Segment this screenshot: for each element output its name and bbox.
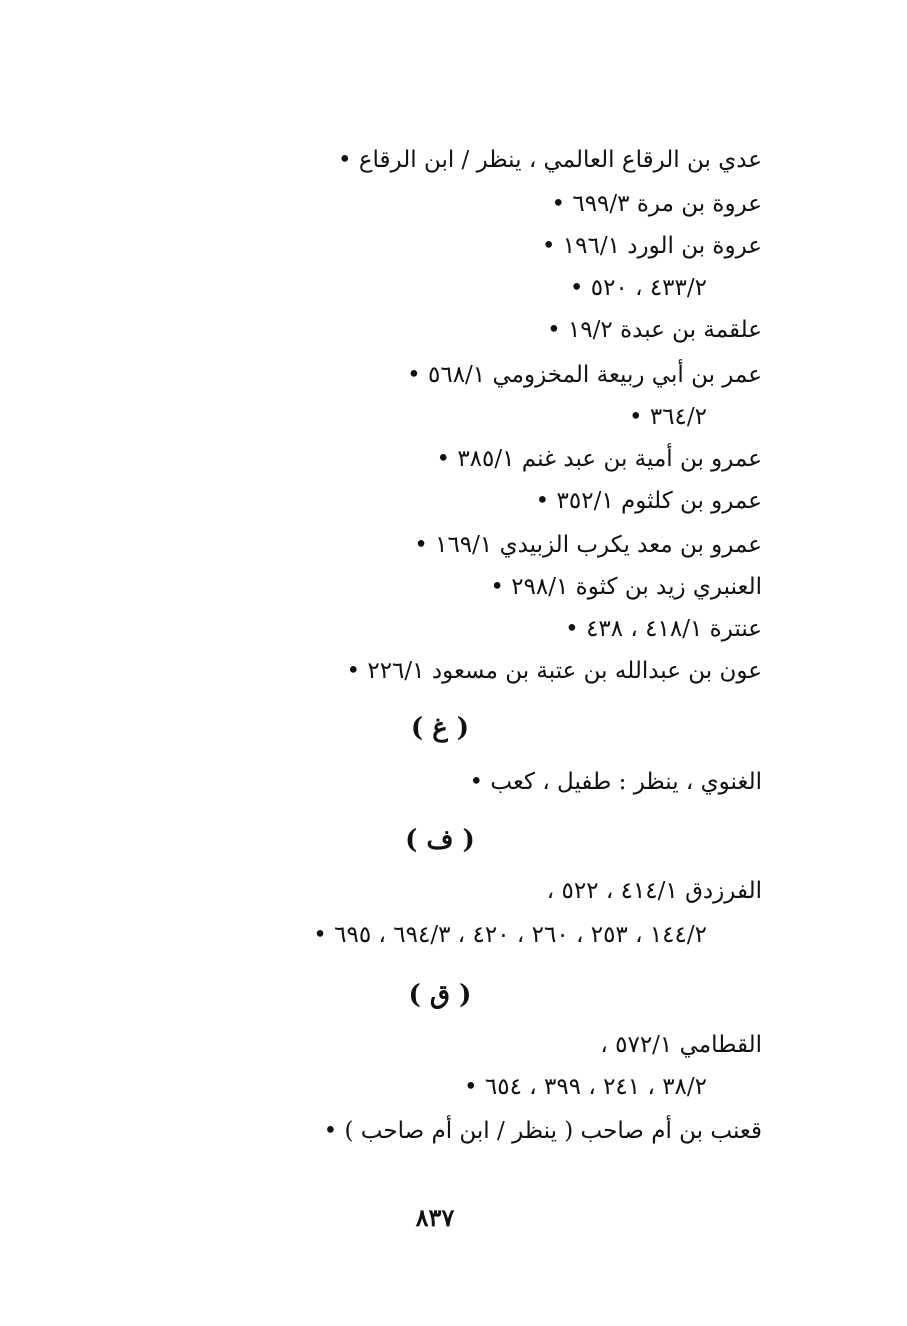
index-entry-continuation: ٤٣٣/٢ ، ٥٢٠ • bbox=[569, 275, 707, 301]
index-entry: الغنوي ، ينظر : طفيل ، كعب • bbox=[469, 769, 762, 795]
index-entry: عمرو بن كلثوم ٣٥٢/١ • bbox=[535, 488, 762, 514]
index-entry-continuation: ٣٦٤/٢ • bbox=[628, 404, 707, 430]
index-entry: القطامي ٥٧٢/١ ، bbox=[600, 1032, 762, 1058]
index-entry-continuation: ١٤٤/٢ ، ٢٥٣ ، ٢٦٠ ، ٤٢٠ ، ٦٩٤/٣ ، ٦٩٥ • bbox=[313, 922, 707, 948]
index-entry: عنترة ٤١٨/١ ، ٤٣٨ • bbox=[565, 616, 762, 642]
section-heading-qaf: ( ق ) bbox=[408, 980, 472, 1010]
index-entry: عدي بن الرقاع العالمي ، ينظر / ابن الرقاع • bbox=[337, 147, 762, 173]
index-entry: علقمة بن عبدة ١٩/٢ • bbox=[547, 317, 762, 343]
section-heading-ghayn: ( غ ) bbox=[410, 713, 470, 743]
index-entry: عون بن عبدالله بن عتبة بن مسعود ٢٢٦/١ • bbox=[346, 658, 762, 684]
index-entry: عمرو بن أمية بن عبد غنم ٣٨٥/١ • bbox=[436, 446, 762, 472]
index-entry: قعنب بن أم صاحب ( ينظر / ابن أم صاحب ) • bbox=[323, 1118, 762, 1144]
index-entry-continuation: ٣٨/٢ ، ٢٤١ ، ٣٩٩ ، ٦٥٤ • bbox=[463, 1074, 707, 1100]
index-entry: عمرو بن معد يكرب الزبيدي ١٦٩/١ • bbox=[414, 532, 762, 558]
index-entry: عروة بن مرة ٦٩٩/٣ • bbox=[551, 191, 762, 217]
index-entry: عروة بن الورد ١٩٦/١ • bbox=[541, 233, 762, 259]
index-entry: الفرزدق ٤١٤/١ ، ٥٢٢ ، bbox=[546, 878, 762, 904]
index-entry: العنبري زيد بن كثوة ٢٩٨/١ • bbox=[490, 574, 762, 600]
page-number: ٨٣٧ bbox=[415, 1203, 455, 1232]
section-heading-fa: ( ف ) bbox=[405, 825, 475, 855]
index-entry: عمر بن أبي ربيعة المخزومي ٥٦٨/١ • bbox=[407, 362, 762, 388]
